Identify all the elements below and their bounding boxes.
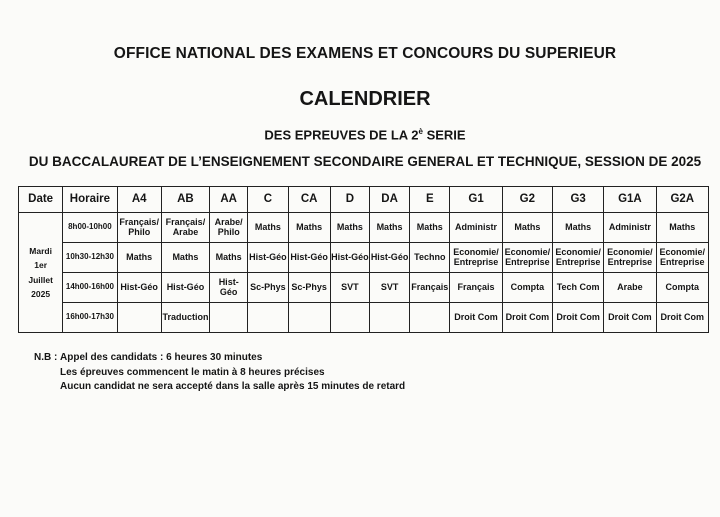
subject-cell — [330, 243, 369, 273]
date-line: Mardi — [29, 246, 52, 257]
subject-cell — [210, 243, 248, 273]
subject-text: Administr — [455, 221, 498, 232]
subject-cell — [552, 243, 603, 273]
subject-text: Hist-Géo — [166, 281, 205, 292]
notes-block — [34, 351, 405, 395]
series-header: C — [248, 187, 288, 213]
series-title — [0, 127, 720, 142]
subject-text: Droit Com — [556, 311, 600, 322]
subject-text: Français — [457, 281, 495, 292]
series-suffix: SERIE — [422, 127, 466, 143]
subject-text: Droit Com — [660, 311, 705, 322]
subject-text: Hist-Géo — [120, 281, 158, 292]
subject-cell — [117, 273, 161, 303]
subject-text: SVT — [341, 281, 359, 292]
series-superscript: è — [418, 127, 423, 136]
subject-text: Maths — [416, 221, 443, 232]
note-text: Appel des candidats : 6 heures 30 minutes — [60, 352, 263, 363]
table-row — [19, 303, 709, 333]
subject-cell — [369, 303, 409, 333]
subject-text: Français — [411, 281, 449, 292]
series-header: AA — [210, 187, 248, 213]
notes-label: N.B : — [34, 352, 58, 363]
subject-text: Entreprise — [505, 256, 550, 267]
session-title: DU BACCALAUREAT DE L’ENSEIGNEMENT SECONDAIRE GENERAL ET TECHNIQUE, SESSION DE 2025 — [28, 154, 702, 169]
subject-cell — [552, 303, 603, 333]
subject-cell — [604, 213, 656, 243]
subject-cell — [248, 303, 288, 333]
subject-cell — [502, 303, 552, 333]
subject-cell — [502, 243, 552, 273]
subject-text: Economie/ — [607, 247, 653, 258]
series-header: DA — [369, 187, 409, 213]
subject-cell — [330, 303, 369, 333]
subject-cell — [656, 273, 708, 303]
subject-cell — [117, 303, 161, 333]
subject-cell — [656, 243, 708, 273]
subject-text: Maths — [336, 221, 363, 232]
schedule-body — [19, 213, 709, 333]
time-slot-cell: 14h00-16h00 — [63, 273, 117, 303]
time-slot-cell: 10h30-12h30 — [63, 243, 117, 273]
office-title: OFFICE NATIONAL DES EXAMENS ET CONCOURS DU SUPERIEUR — [113, 45, 617, 62]
subject-text: Economie/ — [504, 247, 551, 258]
subject-cell — [210, 273, 248, 303]
subject-text: Hist-Géo — [370, 251, 409, 262]
subject-cell — [604, 303, 656, 333]
subject-cell — [288, 243, 330, 273]
series-header: AB — [161, 187, 209, 213]
subject-cell — [288, 213, 330, 243]
subject-text: Arabe/ — [214, 217, 243, 228]
series-header: G2 — [502, 187, 552, 213]
subject-text: Maths — [669, 221, 696, 232]
series-prefix: DES EPREUVES DE LA 2 — [264, 127, 419, 143]
subject-text: Sc-Phys — [291, 281, 327, 292]
subject-cell — [210, 213, 248, 243]
subject-cell — [552, 273, 603, 303]
subject-text: Arabe — [617, 281, 643, 292]
subject-text: Economie/ — [555, 247, 601, 258]
series-header: A4 — [117, 187, 161, 213]
note-line: Aucun candidat ne sera accepté dans la salle après 15 minutes de retard — [60, 381, 406, 392]
subject-text: Hist-Géo — [218, 277, 239, 297]
subject-cell — [330, 273, 369, 303]
subject-cell — [161, 213, 209, 243]
series-header: G2A — [656, 187, 708, 213]
subject-text: Maths — [565, 221, 592, 232]
subject-text: Hist-Géo — [290, 251, 328, 262]
subject-cell — [450, 303, 502, 333]
subject-cell — [450, 243, 502, 273]
date-cell — [19, 213, 63, 333]
subject-text: Droit Com — [454, 311, 498, 322]
subject-cell — [656, 213, 708, 243]
series-header: G1A — [604, 187, 656, 213]
subject-text: Maths — [126, 251, 153, 262]
subject-cell — [117, 213, 161, 243]
time-slot-cell: 16h00-17h30 — [63, 303, 117, 333]
subject-text: Sc-Phys — [250, 281, 286, 292]
subject-text: Maths — [296, 221, 323, 232]
series-header: CA — [288, 187, 330, 213]
subject-cell — [248, 273, 288, 303]
date-header: Date — [19, 187, 63, 213]
subject-cell — [161, 243, 209, 273]
subject-cell — [410, 243, 450, 273]
subject-text: SVT — [380, 281, 399, 292]
subject-cell — [552, 213, 603, 243]
subject-cell — [210, 303, 248, 333]
exam-schedule-table — [18, 186, 709, 333]
subject-cell — [161, 273, 209, 303]
subject-text: Entreprise — [453, 256, 499, 267]
subject-text: Maths — [514, 221, 541, 232]
subject-text: Français/ — [165, 217, 206, 228]
subject-text: Droit Com — [608, 311, 652, 322]
subject-cell — [604, 273, 656, 303]
subject-text: Français/ — [119, 217, 159, 228]
subject-text: Administr — [608, 221, 651, 232]
subject-cell — [410, 303, 450, 333]
subject-text: Philo — [217, 226, 240, 237]
subject-text: Maths — [172, 251, 199, 262]
subject-text: Compta — [665, 281, 700, 292]
subject-text: Philo — [128, 226, 151, 237]
date-line: 2025 — [31, 288, 51, 299]
subject-text: Entreprise — [555, 256, 601, 267]
subject-text: Droit Com — [505, 311, 550, 322]
subject-text: Arabe — [172, 226, 199, 237]
series-header: G1 — [450, 187, 502, 213]
table-row — [19, 243, 709, 273]
date-line: 1er — [34, 260, 47, 271]
subject-cell — [369, 213, 409, 243]
subject-cell — [248, 213, 288, 243]
series-header: E — [410, 187, 450, 213]
time-slot-cell: 8h00-10h00 — [63, 213, 117, 243]
subject-cell — [502, 273, 552, 303]
series-header: D — [330, 187, 369, 213]
subject-cell — [450, 273, 502, 303]
header-row — [19, 187, 709, 213]
subject-text: Tech Com — [556, 281, 600, 292]
subject-text: Traduction — [162, 311, 209, 322]
subject-cell — [604, 243, 656, 273]
subject-cell — [502, 213, 552, 243]
subject-text: Techno — [414, 251, 446, 262]
subject-text: Compta — [510, 281, 545, 292]
subject-cell — [369, 273, 409, 303]
date-line: Juillet — [28, 274, 53, 285]
subject-text: Entreprise — [660, 256, 705, 267]
calendar-title: CALENDRIER — [299, 88, 431, 110]
subject-cell — [410, 213, 450, 243]
series-header: G3 — [552, 187, 603, 213]
subject-text: Hist-Géo — [249, 251, 287, 262]
subject-text: Maths — [215, 251, 242, 262]
note-line: Les épreuves commencent le matin à 8 heures précises — [60, 366, 325, 378]
subject-text: Maths — [254, 221, 281, 232]
subject-text: Hist-Géo — [331, 251, 369, 262]
subject-cell — [288, 273, 330, 303]
subject-cell — [248, 243, 288, 273]
subject-cell — [410, 273, 450, 303]
subject-cell — [330, 213, 369, 243]
subject-text: Economie/ — [659, 247, 706, 258]
subject-cell — [288, 303, 330, 333]
subject-cell — [450, 213, 502, 243]
subject-cell — [369, 243, 409, 273]
time-header: Horaire — [63, 187, 117, 213]
subject-text: Economie/ — [453, 247, 499, 258]
subject-cell — [656, 303, 708, 333]
subject-text: Maths — [376, 221, 403, 232]
note-line — [34, 351, 405, 366]
table-row — [19, 273, 709, 303]
subject-cell — [117, 243, 161, 273]
subject-text: Entreprise — [607, 256, 653, 267]
table-row — [19, 213, 709, 243]
subject-cell — [161, 303, 209, 333]
